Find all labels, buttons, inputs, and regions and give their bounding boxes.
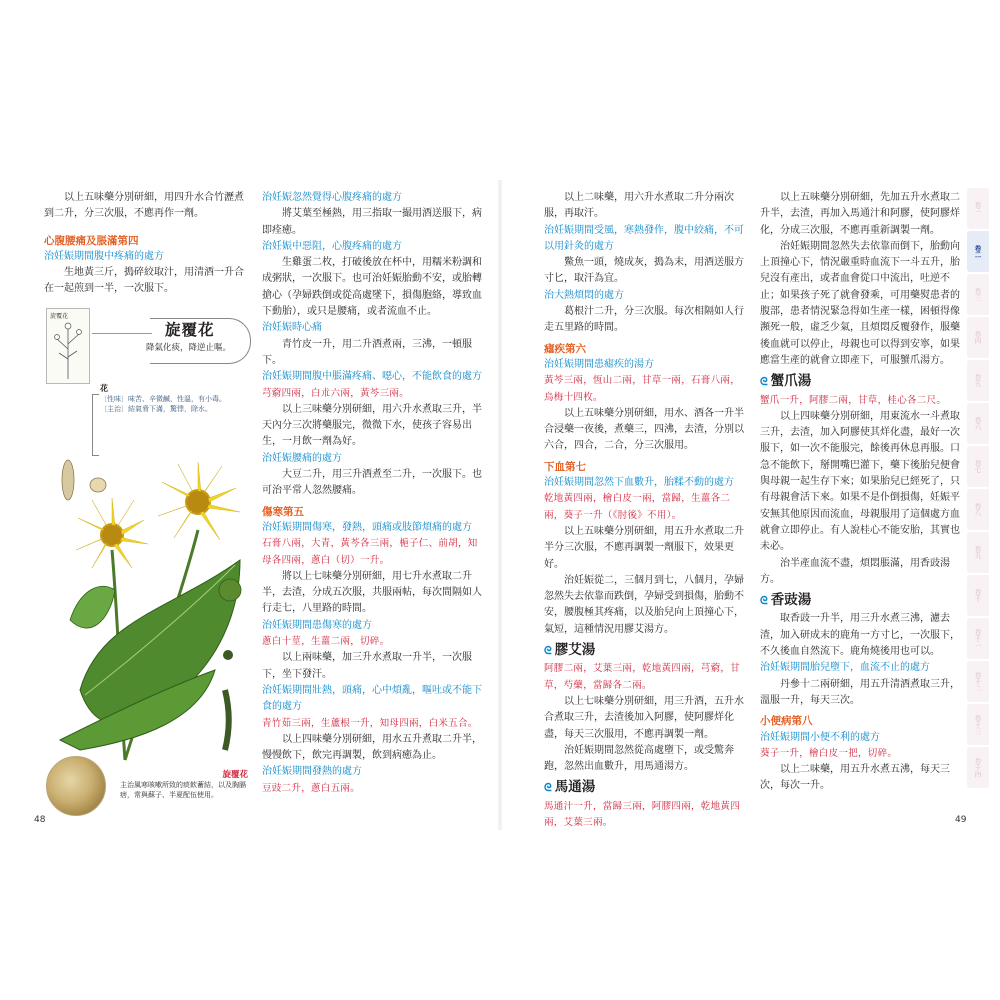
formula-title: 香豉湯 <box>770 592 812 609</box>
chapter-tab[interactable]: 卷二 <box>967 231 989 272</box>
caption-title: 旋覆花 <box>222 770 248 780</box>
chapter-tab[interactable]: 卷七 <box>967 446 989 487</box>
paragraph: 青竹皮一升，用二升酒煮兩，三沸，一頓服下。 <box>262 338 472 366</box>
subheading: 治妊娠期間患瘧疾的湯方 <box>544 358 654 370</box>
section-heading: 心腹腰痛及脹滿第四 <box>44 234 139 247</box>
paragraph: 治半產血流不盡，煩悶脹滿，用香豉湯方。 <box>760 557 950 585</box>
page-number-right: 49 <box>955 815 967 825</box>
formula-heading <box>760 592 960 609</box>
section-heading: 下血第七 <box>544 460 586 473</box>
herb-sketch-label: 旋覆花 <box>50 313 69 320</box>
paragraph: 以上七味藥分別研細，用三升酒，五升水合煮取三升，去渣後加入阿膠，使阿膠烊化盡，每天三次服用，不應再調製一劑。 <box>544 695 744 740</box>
paragraph: 以上五味藥分別研細，先加五升水煮取二升半，去渣，再加入馬通汁和阿膠，使阿膠烊化，分成三次服，不應再重新調製一劑。 <box>760 192 960 236</box>
prescription: 葵子一升，檜白皮一把，切碎。 <box>760 747 898 759</box>
chapter-tab[interactable]: 卷一 <box>967 188 989 229</box>
section-heading: 瘧疾第六 <box>544 342 586 355</box>
subheading: 治妊娠期間腹中脹滿疼痛、噁心，不能飲食的處方 <box>262 371 482 383</box>
prescription: 蔥白十莖，生薑二兩，切碎。 <box>262 636 390 648</box>
prescription: 豆豉二升，蔥白五兩。 <box>262 782 361 794</box>
subheading: 治妊娠時心痛 <box>262 322 322 334</box>
caption-text: 主治風寒咳嗽所致的痰飲蓄結，以及胸膈痞，常與蘇子、半夏配伍使用。 <box>120 781 246 799</box>
left-page-column-2 <box>262 190 484 797</box>
paragraph: 鱉魚一頭，燒成灰，搗為末，用酒送服方寸匕，取汗為宜。 <box>544 257 744 285</box>
seed-illustration <box>90 478 106 492</box>
left-page-column-1 <box>44 190 248 298</box>
paragraph: 以上二味藥，用六升水煮取二升分兩次服，再取汗。 <box>544 192 734 220</box>
paragraph: 大豆二升，用三升酒煮至二升，一次服下。也可治平常人忽然腰痛。 <box>262 469 482 497</box>
chapter-tab[interactable]: 卷九 <box>967 532 989 573</box>
herb-subtitle: 降氣化痰，降逆止嘔。 <box>146 343 232 353</box>
prescription: 蟹爪一升，阿膠二兩，甘草，桂心各二尺。 <box>760 394 947 406</box>
paragraph: 治妊娠期間忽然從高處墮下，或受驚奔跑，忽然出血數升，用馬通湯方。 <box>544 744 734 773</box>
subheading: 治妊娠期間忽然下血數升，胎糅不動的處方 <box>544 477 734 489</box>
formula-title: 馬通湯 <box>554 779 596 796</box>
right-page-column-4 <box>760 190 960 795</box>
flower-bud-illustration <box>219 579 241 601</box>
right-page-column-3 <box>544 190 746 831</box>
paragraph: 以上五味藥分別研細，用五升水煮取二升半分三次服，不應再調製一劑服下，效果更好。 <box>544 525 744 570</box>
subheading: 治妊娠期間傷寒，發熱，頭痛或肢節煩痛的處方 <box>262 521 472 533</box>
flower-note <box>100 384 226 414</box>
formula-title: 膠艾湯 <box>554 642 596 659</box>
herb-title: 旋覆花 <box>165 321 215 339</box>
herb-sketch-icon <box>47 309 89 383</box>
formula-marker-icon: ᘓ <box>544 644 552 658</box>
chapter-tab[interactable]: 卷十 <box>967 575 989 616</box>
subheading: 治妊娠忽然覺得心腹疼痛的處方 <box>262 192 402 203</box>
chapter-tab[interactable]: 卷六 <box>967 403 989 444</box>
chapter-tab[interactable]: 卷八 <box>967 489 989 530</box>
chapter-tab[interactable]: 卷三 <box>967 274 989 315</box>
subheading: 治妊娠期間受風，寒熱發作，腹中絞痛，不可以用針灸的處方 <box>544 224 744 252</box>
chapter-tabs <box>967 188 989 790</box>
formula-marker-icon: ᘓ <box>544 781 552 795</box>
prescription: 阿膠二兩，艾葉三兩，乾地黃四兩，芎藭，甘草，芍藥，當歸各二兩。 <box>544 663 741 691</box>
formula-heading <box>760 373 960 390</box>
prescription: 黃芩三兩，恆山二兩，甘草一兩，石膏八兩，烏梅十四枚。 <box>544 375 741 403</box>
subheading: 治妊娠期間小便不利的處方 <box>760 731 880 743</box>
paragraph: 以上五味藥分別研細，用四升水合竹瀝煮到二升，分三次服，不應再作一劑。 <box>44 192 244 220</box>
flower-note-line: 〔主治〕結氣脅下滿，驚悸，除水。 <box>100 405 212 413</box>
paragraph: 以上四味藥分別研細，用水五升煮取二升半，慢慢飲下，飲完再調製，飲到病癒為止。 <box>262 733 482 762</box>
page-gutter <box>497 180 503 830</box>
subheading: 治妊娠腰痛的處方 <box>262 452 342 464</box>
subheading: 治妊娠期間腹中疼痛的處方 <box>44 250 164 262</box>
prescription: 石膏八兩，大青，黃芩各三兩，梔子仁、前胡，知母各四兩，蔥白（切）一升。 <box>262 538 478 566</box>
section-heading: 傷寒第五 <box>262 505 304 518</box>
paragraph: 將以上七味藥分別研細，用七升水煮取二升半，去渣，分成五次服，共服兩帖，每次間隔如人行走七，八里路的時間。 <box>262 570 482 615</box>
subheading: 治妊娠期間發熱的處方 <box>262 766 362 778</box>
subheading: 治妊娠期間患傷寒的處方 <box>262 619 372 631</box>
paragraph: 取香豉一升半，用三升水煮三沸，濾去渣，加入研成末的鹿角一方寸匕，一次服下，不久後血自然流下。鹿角燒後用也可以。 <box>760 613 960 658</box>
page-number-left: 48 <box>34 815 46 825</box>
paragraph: 治妊娠從二，三個月到七，八個月，孕婦忽然失去依靠而跌倒，孕婦受到損傷，胎動不安，腰腹極其疼痛，以及胎兒向上頂撞心下，氣短，這種情況用膠艾湯方。 <box>544 574 744 635</box>
chapter-tab[interactable]: 卷五 <box>967 360 989 401</box>
chapter-tab[interactable]: 卷十二 <box>967 661 989 702</box>
paragraph: 生地黃三斤，搗碎絞取汁，用清酒一升合在一起煎到一半，一次服下。 <box>44 267 244 295</box>
chapter-tab[interactable]: 卷十一 <box>967 618 989 659</box>
flower-note-heading: 花 <box>100 384 108 393</box>
section-heading: 小便病第八 <box>760 715 813 728</box>
paragraph: 以上五味藥分別研細，用水、酒各一升半合浸藥一夜後，煮藥三，四沸，去渣，分別以六合，四合，二合，分三次服用。 <box>544 407 744 452</box>
yellow-flower-illustration <box>158 462 240 540</box>
herb-sketch-thumbnail <box>46 308 90 384</box>
paragraph: 以上三味藥分別研細，用六升水煮取三升，半天內分三次將藥服完，微微下水，使孩子容易出生，一月飲一劑為好。 <box>262 403 482 448</box>
prescription: 馬通汁一升，當歸三兩，阿膠四兩，乾地黃四兩，艾葉三兩。 <box>544 800 741 828</box>
prescription: 芎藭四兩，白朮六兩，黃芩三兩。 <box>262 387 410 399</box>
herb-illustration <box>40 440 255 770</box>
chapter-tab[interactable]: 卷四 <box>967 317 989 358</box>
formula-heading <box>544 642 746 659</box>
seed-pod-illustration <box>62 460 74 500</box>
chapter-tab[interactable]: 卷十三 <box>967 704 989 745</box>
formula-title: 蟹爪湯 <box>770 373 812 390</box>
paragraph: 以上兩味藥，加三升水煮取一升半，一次服下，坐下發汗。 <box>262 652 472 680</box>
prescription: 青竹茹三兩，生蘆根一升，知母四兩，白米五合。 <box>262 717 478 729</box>
paragraph: 治妊娠期間忽然失去依靠而倒下，胎動向上頂撞心下，情況嚴重時血流下一斗五升，胎兒沒有產出，或者血會從口中流出，吐逆不止；如果孩子死了就會發乘，可用藥熨患者的腹部，患者情況緊急得如生產一樣，困頓得像瀕死一般，虛乏少氣，且煩悶反覆發作，服藥後血就可以停止，母親也可以得到安寧，如果應當生產的就會立即產下，可服蟹爪湯方。 <box>760 240 960 366</box>
paragraph: 以上四味藥分別研細，用東流水一斗煮取三升，去渣，加入阿膠使其烊化盡，最好一次服下，如一次不能服完，餘後再休息再服。口急不能飲下，掰開嘴巴灌下，藥下後胎兒便會與母親一起生存下來；如果胎兒已經死了，只有母親會活下來。如果不是仆倒損傷，妊娠平安無其他原因而流血，母親服用了這個處方血就會立即停止。有人說桂心不能安胎，其實也未必。 <box>760 410 960 553</box>
paragraph: 葛根汁二升，分三次服。每次相隔如人行走五里路的時間。 <box>544 306 744 334</box>
flower-bud-illustration <box>223 650 233 660</box>
formula-heading <box>544 779 746 796</box>
dried-herb-photo <box>46 756 106 816</box>
herb-caption <box>120 770 248 800</box>
subheading: 治妊娠中惡阻，心腹疼痛的處方 <box>262 240 402 252</box>
formula-marker-icon: ᘓ <box>760 375 768 389</box>
subheading: 治妊娠期間胎兒墮下，血流不止的處方 <box>760 662 930 674</box>
chapter-tab[interactable]: 卷十四 <box>967 747 989 788</box>
paragraph: 生雞蛋二枚，打破後放在杯中，用糯米粉調和成粥狀，一次服下。也可治妊娠胎動不安，或胎轉搶心（孕婦跌倒或從高處墜下，損傷胞絡，導致血下動胎），或只是腰痛，或者流血不止。 <box>262 257 482 318</box>
herb-title-leader-line <box>92 333 152 334</box>
paragraph: 丹參十二兩研細，用五升清酒煮取三升，溫服一升，每天三次。 <box>760 678 960 706</box>
flower-note-line: 〔性味〕味苦、辛微鹹，性溫，有小毒。 <box>100 395 226 403</box>
subheading: 治妊娠期間壯熱，頭痛，心中煩亂，嘔吐或不能下食的處方 <box>262 684 482 713</box>
subheading: 治大熱煩悶的處方 <box>544 289 624 301</box>
paragraph: 將艾葉至極熱，用三指取一撮用酒送服下，病即痊癒。 <box>262 208 482 236</box>
formula-marker-icon: ᘓ <box>760 594 768 608</box>
prescription: 乾地黃四兩，檜白皮一兩，當歸，生薑各二兩，葵子一升（《肘後》不用）。 <box>544 493 731 521</box>
paragraph: 以上二味藥，用五升水煮五沸，每天三次，每次一升。 <box>760 764 950 792</box>
